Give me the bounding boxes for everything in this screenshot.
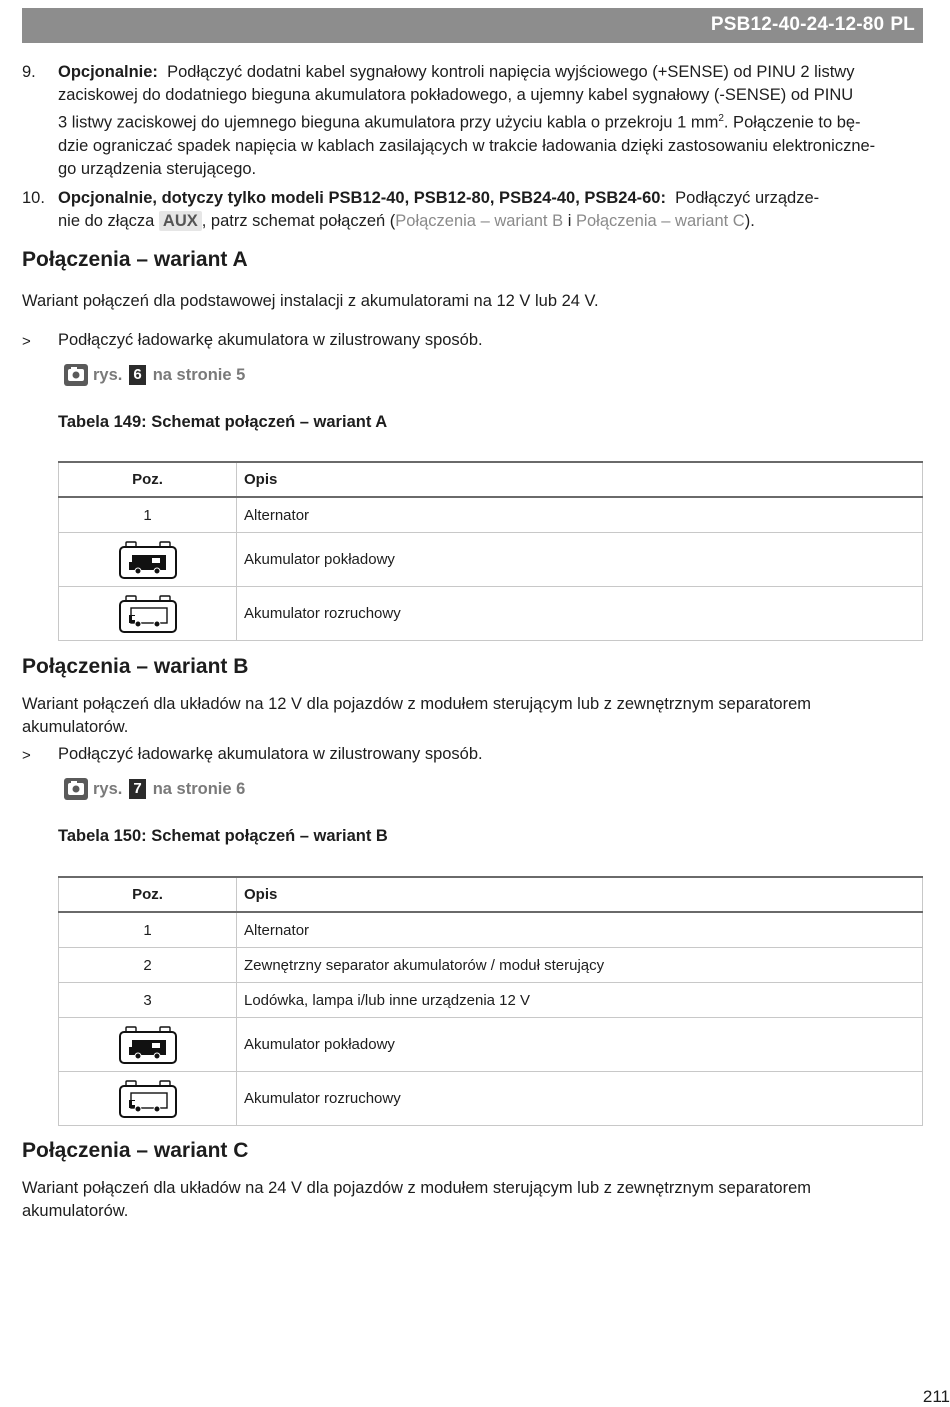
step-label: Opcjonalnie: — [58, 63, 158, 81]
table-caption: Tabela 150: Schemat połączeń – wariant B — [58, 827, 388, 845]
figure-prefix: rys. — [93, 779, 123, 798]
starter-battery-icon — [119, 595, 177, 633]
figure-number: 6 — [129, 365, 145, 385]
step-text: . Połączenie to bę- — [723, 113, 861, 132]
cell-pos — [59, 533, 237, 587]
cell-desc: Akumulator pokładowy — [237, 1018, 923, 1072]
camera-icon — [64, 364, 88, 386]
step-number: 9. — [22, 63, 36, 81]
house-battery-icon — [119, 541, 177, 579]
link-variant-c[interactable]: Połączenia – wariant C — [575, 212, 745, 230]
cell-pos: 3 — [59, 983, 237, 1018]
superscript: 2 — [718, 113, 724, 124]
connection-table-a — [58, 461, 923, 641]
paragraph-line: akumulatorów. — [22, 1202, 129, 1220]
step-9 — [22, 61, 907, 181]
cell-pos — [59, 587, 237, 641]
step-text: ). — [744, 212, 755, 230]
cell-desc: Lodówka, lampa i/lub inne urządzenia 12 V — [237, 983, 923, 1018]
instruction-bullet — [22, 743, 902, 766]
table-row — [59, 912, 923, 948]
cell-desc: Akumulator rozruchowy — [237, 1072, 923, 1126]
header-bar — [22, 8, 923, 43]
table-row — [59, 533, 923, 587]
column-header-pos: Poz. — [59, 462, 237, 497]
figure-reference[interactable] — [64, 362, 245, 388]
cell-desc: Zewnętrzny separator akumulatorów / moduł sterujący — [237, 948, 923, 983]
table-header-row — [59, 877, 923, 912]
figure-page: na stronie 6 — [152, 779, 246, 798]
model-name: PSB12-40-24-12-80 — [710, 14, 885, 35]
header-title — [711, 14, 915, 36]
table-row — [59, 1072, 923, 1126]
link-variant-b[interactable]: Połączenia – wariant B — [395, 212, 564, 230]
table-row — [59, 983, 923, 1018]
table-caption: Tabela 149: Schemat połączeń – wariant A — [58, 413, 388, 431]
table-header-row — [59, 462, 923, 497]
starter-battery-icon — [119, 1080, 177, 1118]
step-10 — [22, 187, 907, 233]
cell-desc: Alternator — [237, 497, 923, 533]
cell-desc: Akumulator pokładowy — [237, 533, 923, 587]
cell-pos: 1 — [59, 497, 237, 533]
bullet-text: Podłączyć ładowarkę akumulatora w zilustrowany sposób. — [58, 745, 483, 763]
bullet-arrow-icon: > — [22, 333, 31, 350]
table-row — [59, 1018, 923, 1072]
step-number: 10. — [22, 189, 45, 207]
cell-pos: 2 — [59, 948, 237, 983]
house-battery-icon — [119, 1026, 177, 1064]
column-header-desc: Opis — [237, 877, 923, 912]
aux-connector-label: AUX — [159, 211, 202, 231]
step-text: nie do złącza — [58, 212, 155, 230]
cell-pos — [59, 1018, 237, 1072]
section-title-variant-b: Połączenia – wariant B — [22, 655, 249, 678]
table-row — [59, 948, 923, 983]
section-title-variant-c: Połączenia – wariant C — [22, 1139, 249, 1162]
paragraph-line: Wariant połączeń dla układów na 24 V dla pojazdów z modułem sterującym lub z zewnętrznym separatorem — [22, 1179, 812, 1197]
step-text: zaciskowej do dodatniego bieguna akumulatora pokładowego, a ujemny kabel sygnałowy (-SENSE) od PINU — [58, 86, 854, 104]
table-row — [59, 587, 923, 641]
section-paragraph: Wariant połączeń dla podstawowej instalacji z akumulatorami na 12 V lub 24 V. — [22, 292, 599, 310]
paragraph-line: Wariant połączeń dla układów na 12 V dla pojazdów z modułem sterującym lub z zewnętrznym separatorem — [22, 695, 812, 713]
connection-table-b — [58, 876, 923, 1126]
paragraph-line: akumulatorów. — [22, 718, 129, 736]
step-text: , patrz schemat połączeń ( — [201, 212, 396, 230]
page-number: 211 — [922, 1387, 950, 1406]
bullet-arrow-icon: > — [22, 747, 31, 764]
column-header-desc: Opis — [237, 462, 923, 497]
figure-page: na stronie 5 — [152, 365, 246, 384]
table-row — [59, 497, 923, 533]
bullet-text: Podłączyć ładowarkę akumulatora w zilustrowany sposób. — [58, 331, 483, 349]
step-text: Podłączyć dodatni kabel sygnałowy kontroli napięcia wyjściowego (+SENSE) od PINU 2 listwy — [167, 63, 855, 81]
figure-prefix: rys. — [93, 365, 123, 384]
column-header-pos: Poz. — [59, 877, 237, 912]
figure-reference[interactable] — [64, 776, 245, 802]
section-title-variant-a: Połączenia – wariant A — [22, 248, 248, 271]
cell-pos: 1 — [59, 912, 237, 948]
cell-pos — [59, 1072, 237, 1126]
step-label: Opcjonalnie, dotyczy tylko modeli PSB12-40, PSB12-80, PSB24-40, PSB24-60: — [58, 189, 666, 207]
step-text: go urządzenia sterującego. — [58, 159, 257, 178]
step-text: Podłączyć urządze- — [675, 189, 820, 207]
language-code: PL — [890, 14, 915, 35]
cell-desc: Akumulator rozruchowy — [237, 587, 923, 641]
step-text: 3 listwy zaciskowej do ujemnego bieguna akumulatora przy użyciu kabla o przekroju 1 mm — [58, 113, 719, 132]
section-paragraph — [22, 693, 902, 739]
instruction-bullet — [22, 329, 902, 352]
step-text: dzie ograniczać spadek napięcia w kablach zasilających w trakcie ładowania dzięki zastosowaniu elektroniczne- — [58, 136, 876, 155]
cell-desc: Alternator — [237, 912, 923, 948]
section-paragraph — [22, 1177, 902, 1223]
step-text: i — [563, 212, 576, 230]
figure-number: 7 — [129, 779, 145, 799]
camera-icon — [64, 778, 88, 800]
